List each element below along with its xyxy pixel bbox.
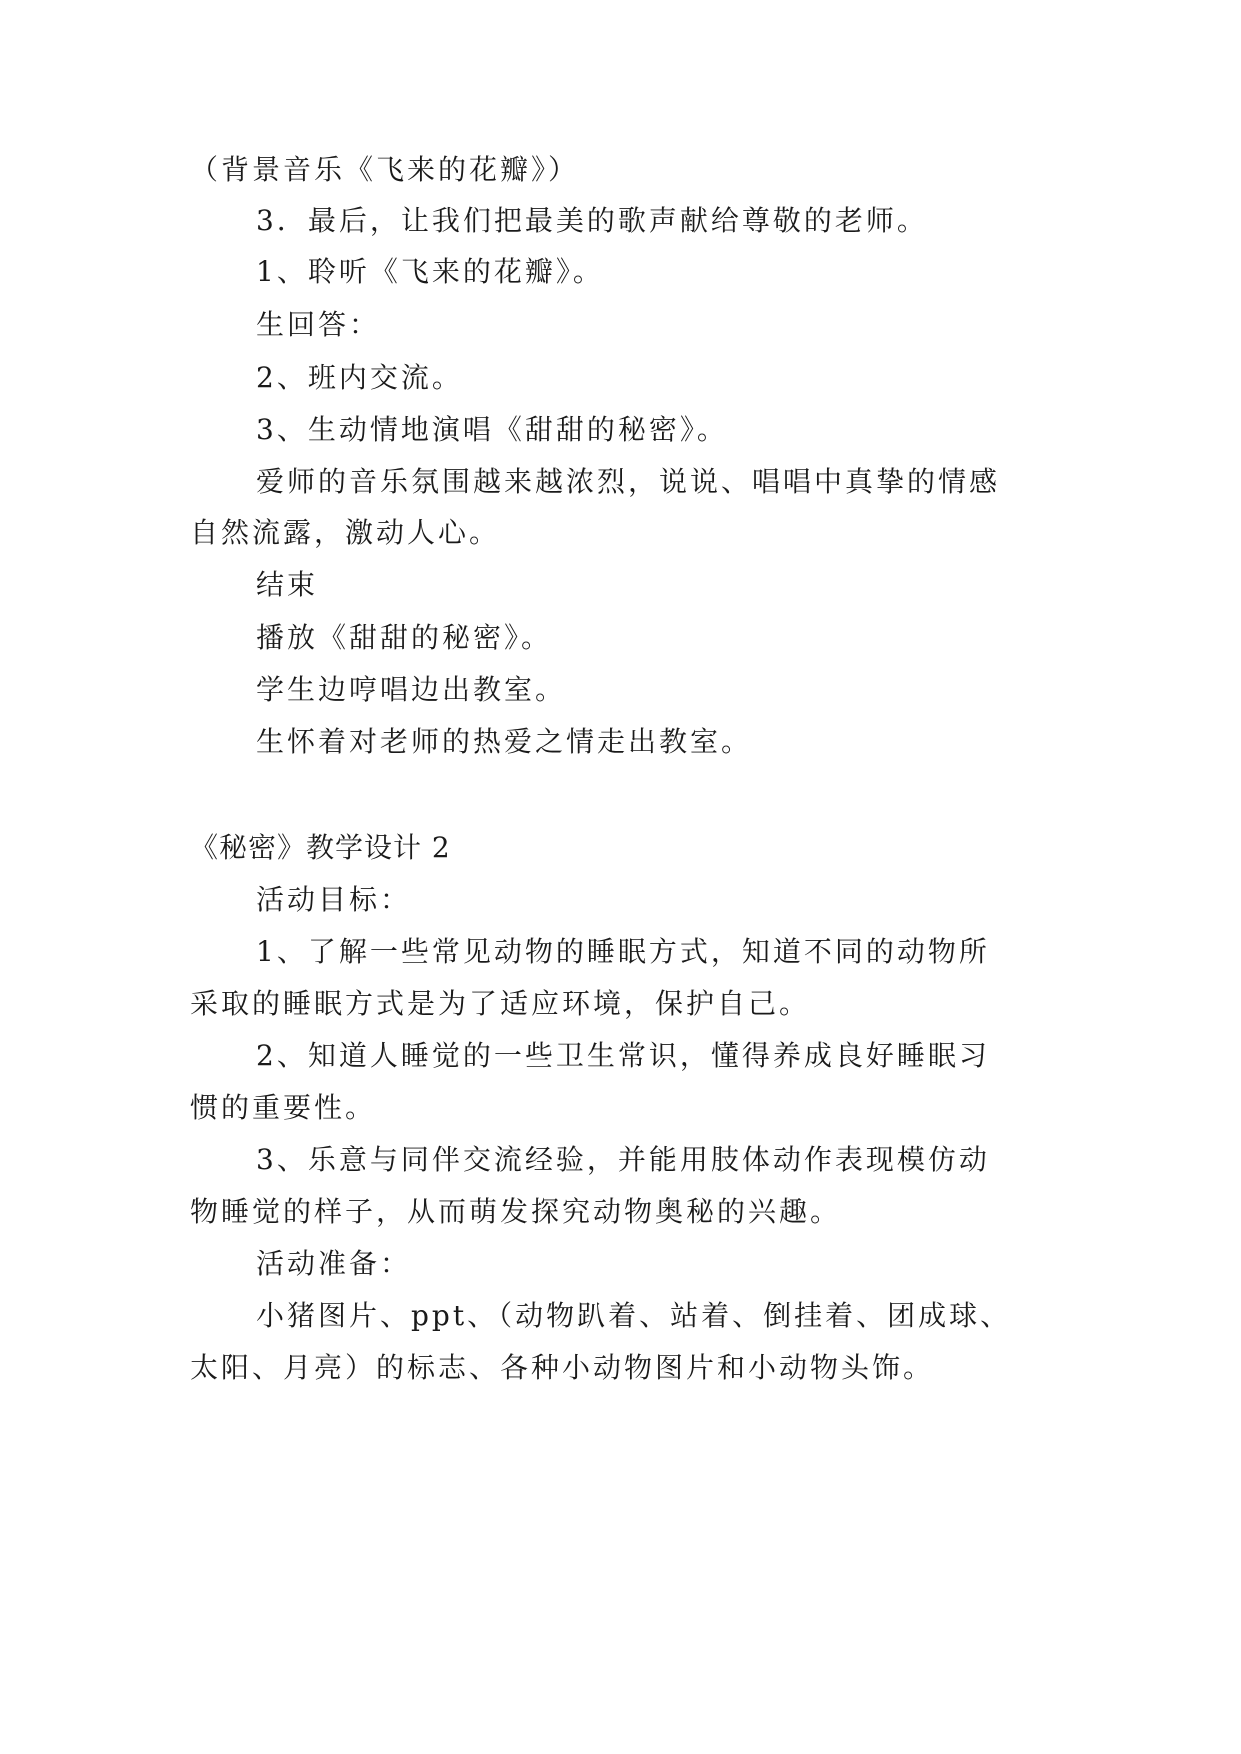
paragraph-line: 自然流露，激动人心。: [190, 516, 501, 549]
paragraph-line: 结束: [256, 568, 319, 601]
paragraph-line: 3．最后，让我们把最美的歌声献给尊敬的老师。: [256, 204, 928, 237]
paragraph-line: 3、乐意与同伴交流经验，并能用肢体动作表现模仿动: [256, 1143, 990, 1176]
paragraph-line: 1、了解一些常见动物的睡眠方式，知道不同的动物所: [256, 935, 990, 968]
paragraph-line: 物睡觉的样子，从而萌发探究动物奥秘的兴趣。: [190, 1195, 842, 1228]
paragraph-line: （背景音乐《飞来的花瓣》）: [190, 153, 580, 186]
paragraph-line: 1、聆听《飞来的花瓣》。: [256, 255, 604, 288]
paragraph-line: 爱师的音乐氛围越来越浓烈，说说、唱唱中真挚的情感: [256, 465, 1001, 498]
section-title: 《秘密》教学设计 2: [190, 831, 451, 864]
paragraph-line: 生怀着对老师的热爱之情走出教室。: [256, 725, 753, 758]
paragraph-line: 活动目标：: [256, 883, 412, 916]
paragraph-line: 太阳、月亮）的标志、各种小动物图片和小动物头饰。: [190, 1351, 935, 1384]
paragraph-line: 活动准备：: [256, 1247, 412, 1280]
paragraph-line: 惯的重要性。: [190, 1091, 377, 1124]
paragraph-line: 学生边哼唱边出教室。: [256, 673, 567, 706]
paragraph-line: 小猪图片、ppt、（动物趴着、站着、倒挂着、团成球、: [256, 1299, 1012, 1332]
paragraph-line: 生回答：: [256, 308, 381, 341]
paragraph-line: 3、生动情地演唱《甜甜的秘密》。: [256, 413, 728, 446]
paragraph-line: 2、知道人睡觉的一些卫生常识，懂得养成良好睡眠习: [256, 1039, 990, 1072]
paragraph-line: 2、班内交流。: [256, 361, 463, 394]
paragraph-line: 采取的睡眠方式是为了适应环境，保护自己。: [190, 987, 811, 1020]
paragraph-line: 播放《甜甜的秘密》。: [256, 621, 553, 654]
